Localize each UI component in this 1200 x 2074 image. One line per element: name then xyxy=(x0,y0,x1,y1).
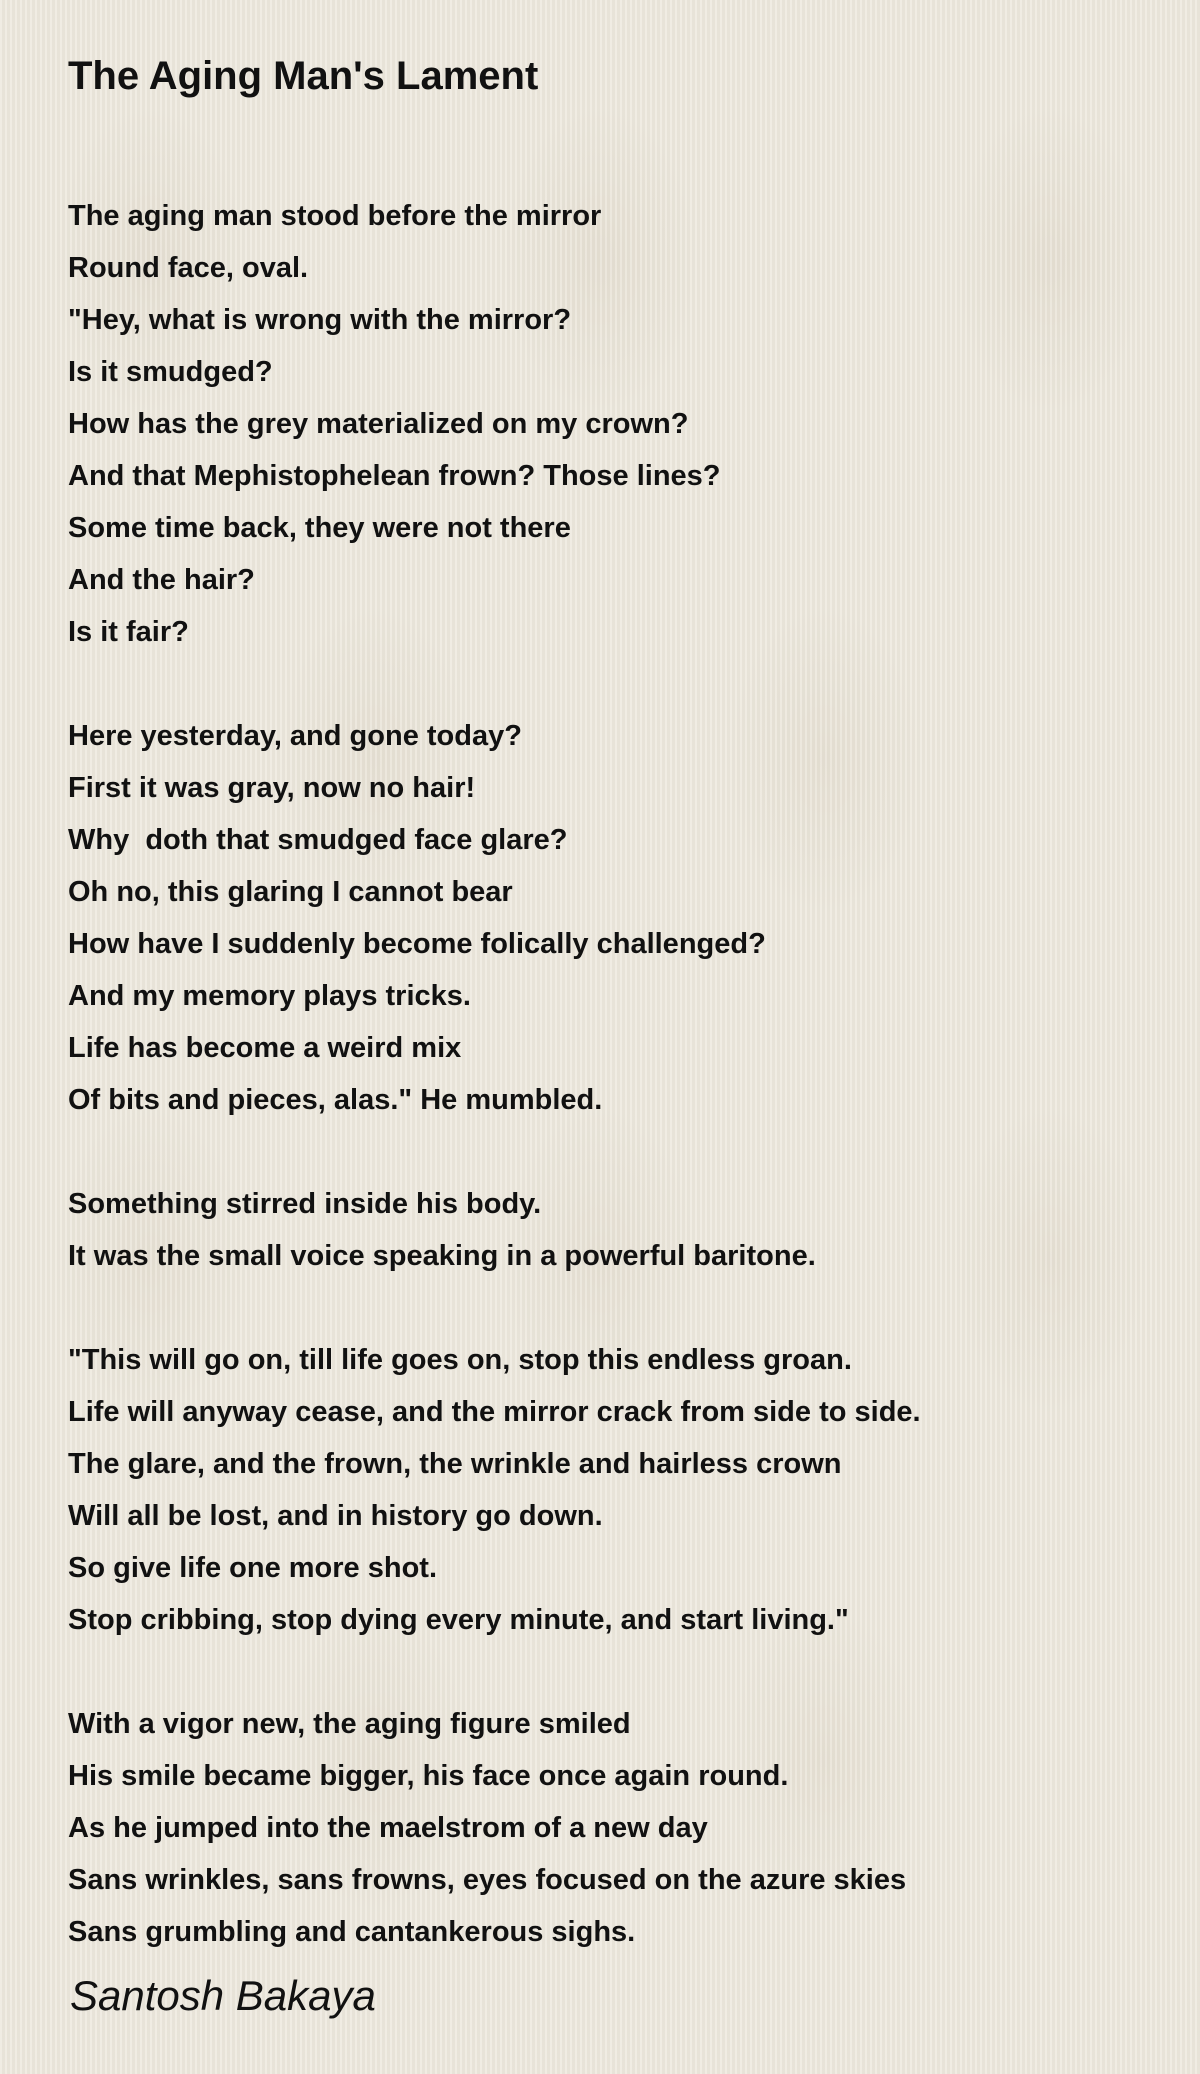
poem-title: The Aging Man's Lament xyxy=(68,54,539,98)
poem-line: As he jumped into the maelstrom of a new day xyxy=(68,1812,708,1844)
poem-line: "Hey, what is wrong with the mirror? xyxy=(68,304,572,336)
poem-line: Why doth that smudged face glare? xyxy=(68,824,568,856)
poem-line: It was the small voice speaking in a powerful baritone. xyxy=(68,1240,816,1272)
poem-line: His smile became bigger, his face once again round. xyxy=(68,1760,789,1792)
stanza-break xyxy=(68,1646,1148,1698)
poem-line: Something stirred inside his body. xyxy=(68,1188,542,1220)
poem-line: Will all be lost, and in history go down. xyxy=(68,1500,603,1532)
poem-line: "This will go on, till life goes on, stop this endless groan. xyxy=(68,1344,852,1376)
poem-author: Santosh Bakaya xyxy=(70,1972,376,2019)
stanza-break xyxy=(68,1126,1148,1178)
poem-line: How has the grey materialized on my crown? xyxy=(68,408,689,440)
poem-line: The aging man stood before the mirror xyxy=(68,200,602,232)
poem-line: So give life one more shot. xyxy=(68,1552,438,1584)
poem-line: And the hair? xyxy=(68,564,255,596)
poem-line: The glare, and the frown, the wrinkle and hairless crown xyxy=(68,1448,842,1480)
poem-line: Sans wrinkles, sans frowns, eyes focused on the azure skies xyxy=(68,1864,907,1896)
poem-line: And my memory plays tricks. xyxy=(68,980,471,1012)
poem-line: And that Mephistophelean frown? Those lines? xyxy=(68,460,721,492)
stanza-break xyxy=(68,658,1148,710)
poem-line: Life will anyway cease, and the mirror crack from side to side. xyxy=(68,1396,921,1428)
poem-line: First it was gray, now no hair! xyxy=(68,772,476,804)
poem-line: Here yesterday, and gone today? xyxy=(68,720,522,752)
poem-line: Round face, oval. xyxy=(68,252,309,284)
poem-line: Life has become a weird mix xyxy=(68,1032,462,1064)
poem-line: Stop cribbing, stop dying every minute, and start living." xyxy=(68,1604,849,1636)
poem-line: Is it smudged? xyxy=(68,356,273,388)
poem-body xyxy=(68,190,1148,1958)
stanza-break xyxy=(68,1282,1148,1334)
poem-line: Oh no, this glaring I cannot bear xyxy=(68,876,513,908)
poem-line: Some time back, they were not there xyxy=(68,512,571,544)
poem-line: Is it fair? xyxy=(68,616,189,648)
poem-line: Of bits and pieces, alas." He mumbled. xyxy=(68,1084,603,1116)
poem-line: With a vigor new, the aging figure smiled xyxy=(68,1708,631,1740)
poem xyxy=(68,48,1148,1958)
poem-line: Sans grumbling and cantankerous sighs. xyxy=(68,1916,636,1948)
poem-line: How have I suddenly become folically challenged? xyxy=(68,928,766,960)
